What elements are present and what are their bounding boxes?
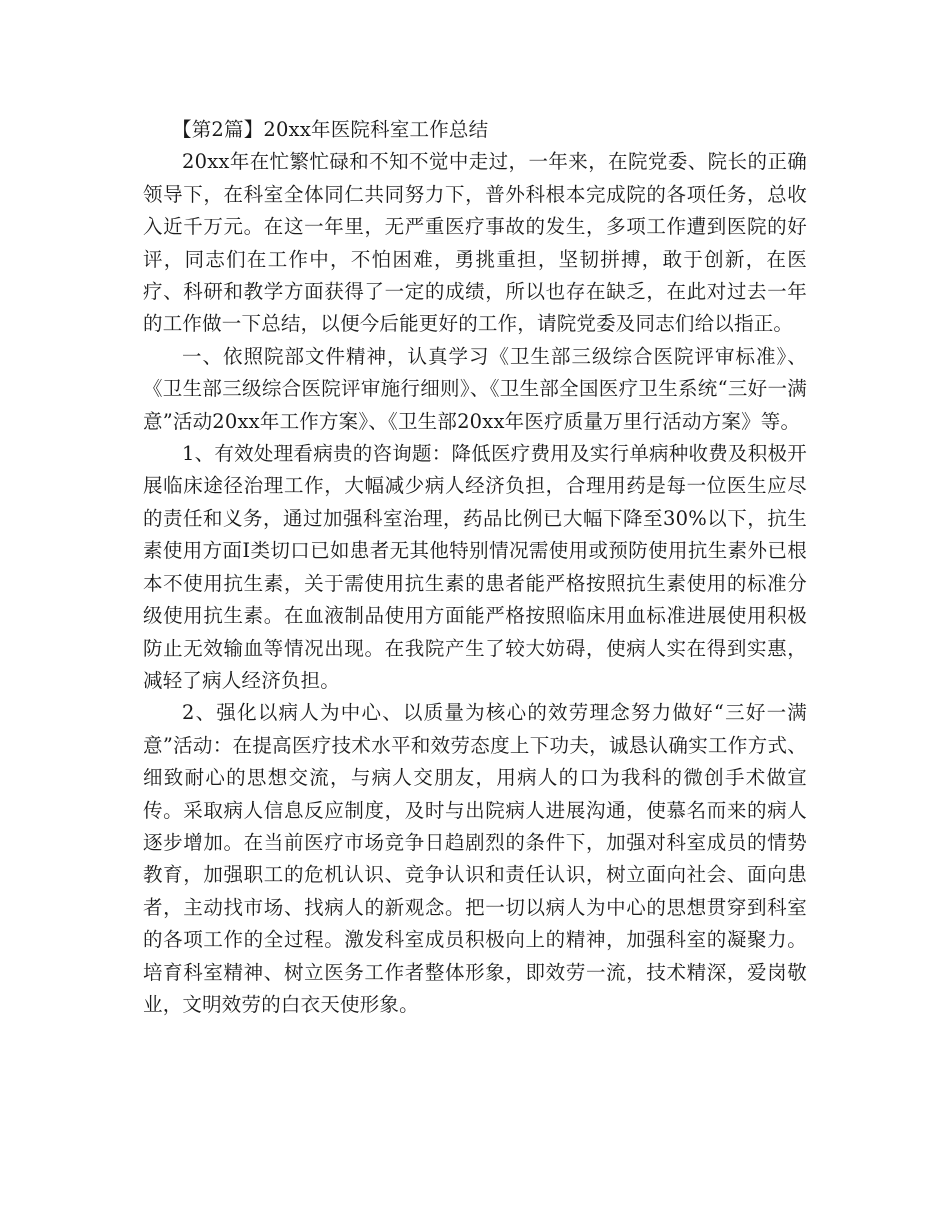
paragraph-intro: 20xx年在忙繁忙碌和不知不觉中走过，一年来，在院党委、院长的正确领导下，在科室全体同仁共同努力下，普外科根本完成院的各项任务，总收入近千万元。在这一年里，无严重医疗事故的发生，多项工作遭到医院的好评，同志们在工作中，不怕困难，勇挑重担，坚韧拼搏，敢于创新，在医疗、科研和教学方面获得了一定的成绩，所以也存在缺乏，在此对过去一年的工作做一下总结，以便今后能更好的工作，请院党委及同志们给以指正。: [143, 150, 807, 336]
document-body: [143, 114, 807, 1021]
paragraph-item-one: 1、有效处理看病贵的咨询题：降低医疗费用及实行单病种收费及积极开展临床途径治理工作，大幅减少病人经济负担，合理用药是每一位医生应尽的责任和义务，通过加强科室治理，药品比例已大幅下降至30%以下，抗生素使用方面Ⅰ类切口已如患者无其他特别情况需使用或预防使用抗生素外已根本不使用抗生素，关于需使用抗生素的患者能严格按照抗生素使用的标准分级使用抗生素。在血液制品使用方面能严格按照临床用血标准进展使用积极防止无效输血等情况出现。在我院产生了较大妨碍，使病人实在得到实惠，减轻了病人经济负担。: [143, 442, 807, 692]
paragraph-section-one: 一、依照院部文件精神，认真学习《卫生部三级综合医院评审标准》、《卫生部三级综合医院评审施行细则》、《卫生部全国医疗卫生系统“三好一满意”活动20xx年工作方案》、《卫生部20xx年医疗质量万里行活动方案》等。: [143, 344, 807, 433]
paragraph-item-two: 2、强化以病人为中心、以质量为核心的效劳理念努力做好“三好一满意”活动：在提高医疗技术水平和效劳态度上下功夫，诚恳认确实工作方式、细致耐心的思想交流，与病人交朋友，用病人的口为我科的微创手术做宣传。采取病人信息反应制度，及时与出院病人进展沟通，使慕名而来的病人逐步增加。在当前医疗市场竞争日趋剧烈的条件下，加强对科室成员的情势教育，加强职工的危机认识、竞争认识和责任认识，树立面向社会、面向患者，主动找市场、找病人的新观念。把一切以病人为中心的思想贯穿到科室的各项工作的全过程。激发科室成员积极向上的精神，加强科室的凝聚力。培育科室精神、树立医务工作者整体形象，即效劳一流，技术精深，爱岗敬业，文明效劳的白衣天使形象。: [143, 701, 807, 1016]
document-heading: 【第2篇】20xx年医院科室工作总结: [172, 118, 489, 141]
